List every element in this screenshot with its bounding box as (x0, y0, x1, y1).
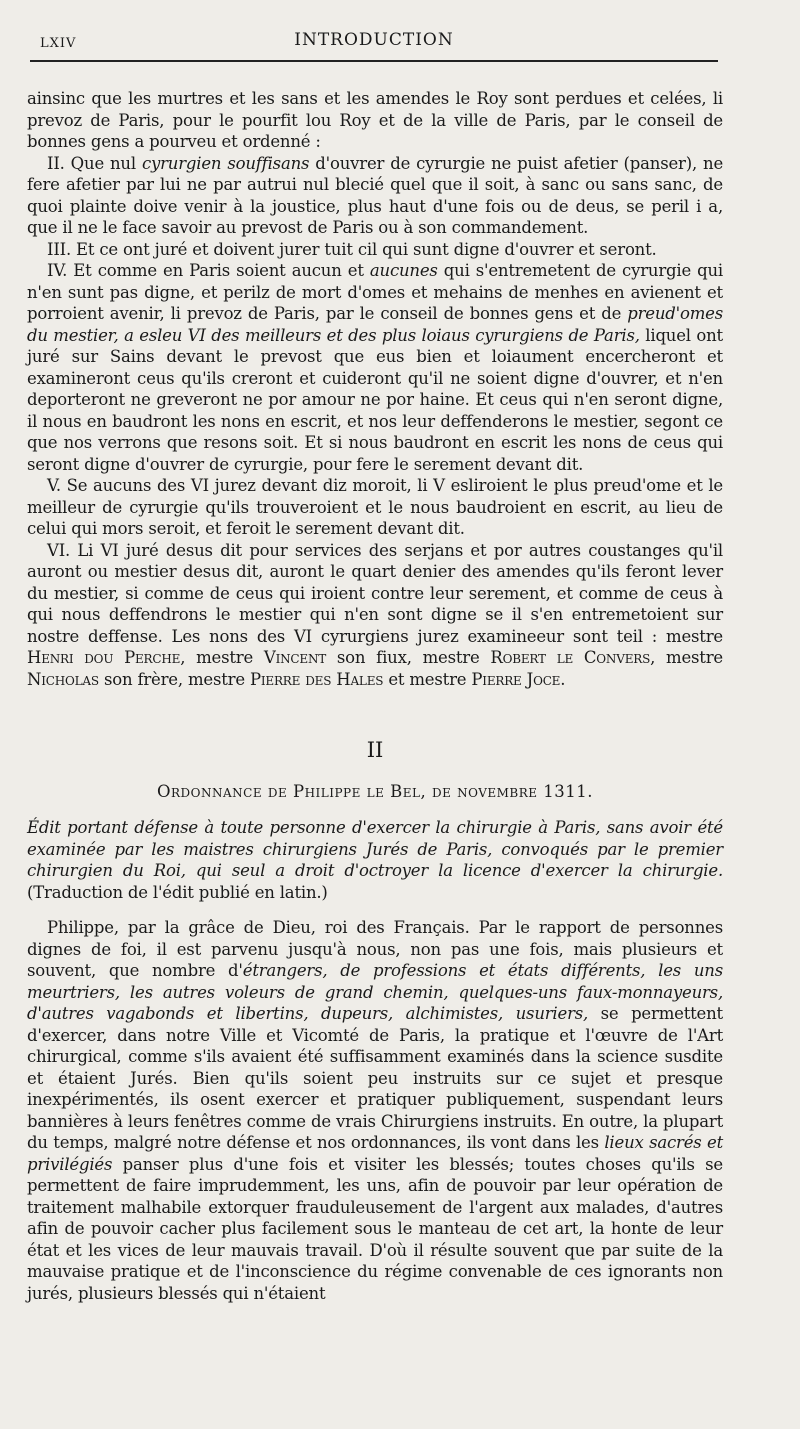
page-header (30, 24, 718, 62)
article-5: V. Se aucuns des VI jurez devant diz moroit, li V esliroient le plus preud'ome et le meilleur de cyrurgie qu'ils trouveroient et le nous baudroient en escrit, au lieu de celui qui mors seroit, et feroit le serement devant dit. (27, 476, 723, 538)
edict-summary (27, 817, 723, 903)
surgeon-name: Henri dou Perche (27, 648, 181, 667)
text-run: qui s'entremetent de cyrurgie qui n'en sunt pas digne, et perilz de mort d'omes et mehains de menhes en avienent et porroient avenir, li prevoz de Paris, par le conseil de bonnes gens et de (27, 261, 723, 323)
surgeon-name: Vincent (263, 648, 327, 667)
text-run: d'ouvrer de cyrurgie ne puist afetier (panser), ne fere afetier par lui ne par autrui nul blecié quel que il soit, à sanc ou sans sanc, de quoi plainte doive venir à la joustice, plus haut d'une fois ou de deus, se peril i a, que il ne le face savoir au prevost de Paris ou à son commandement. (27, 153, 724, 237)
surgeon-name: Robert le Convers (490, 648, 651, 667)
text-run: liquel ont juré sur Sains devant le prevost que eus bien et loiaument encercheront et examineront ceus qu'ils creront et cuideront qu'il ne soient digne d'ouvrer, et n'en deporteront ne greveront ne por amour ne por haine. Et ceus qui n'en seront digne, il nous en baudront les nons en escrit, et nos leur deffenderons le mestier, segont ce que nos verrons que resons soit. Et si nous baudront en escrit les nons de ceus qui seront digne d'ouvrer de cyrurgie, pour fere le serement devant dit. (27, 325, 723, 474)
text-run: II. Que nul (47, 153, 142, 173)
italic-run: étrangers, de professions et états différents, les uns meurtriers, les autres voleurs de grand chemin, quelques-uns faux-monnayeurs, d'autres vagabonds et libertins, dupeurs, alchimistes, usuriers, (27, 961, 723, 1023)
text-run: panser plus d'une fois et visiter les blessés; toutes choses qu'ils se permettent de faire imprudemment, les uns, afin de pouvoir par leur opération de traitement malhabile extorquer frauduleusement de l'argent aux malades, d'autres afin de pouvoir cacher plus facilement sous le manteau de cet art, la honte de leur état et les vices de leur mauvais travail. D'où il résulte souvent que par suite de la mauvaise pratique et de l'inconscience du régime convenable de ces ignorants non jurés, plusieurs blessés qui n'étaient (27, 1154, 723, 1303)
text-run: Philippe, par la grâce de Dieu, roi des Français. Par le rapport de personnes dignes de foi, il est parvenu jusqu'à nous, non pas une fois, mais plusieurs et souvent, que nombre d' (27, 918, 723, 980)
text-run: son frère, mestre (98, 669, 250, 689)
surgeon-name: Pierre Joce (471, 669, 561, 689)
text-run: VI. Li VI juré desus dit pour services des serjans et por autres coustanges qu'il auront ou mestier desus dit, auront le quart denier des amendes qu'ils feront lever du mestier, si comme de ceus qui iroient contre leur serement, et comme de ceus à qui nous deffendrons le mestier qui n'en sont digne se il s'en entremetoient sur nostre deffense. Les nons des VI cyrurgiens jurez examineeur sont teil : mestre (27, 540, 723, 646)
running-title: INTRODUCTION (294, 30, 454, 50)
title-run: Ordonnance de Philippe le Bel, de novembre (156, 782, 544, 801)
text-run: , mestre (180, 648, 264, 667)
surgeon-name: Pierre des Hales (249, 669, 384, 689)
article-6 (27, 540, 723, 691)
text-run: . (560, 669, 566, 689)
edict-text (27, 917, 723, 1304)
ordonnance-title (27, 782, 723, 801)
article-2 (27, 153, 723, 239)
continuation-paragraph: ainsinc que les murtres et les sans et les amendes le Roy sont perdues et celées, li prevoz de Paris, pour le pourfit lou Roy et de la ville de Paris, par le conseil de bonnes gens a pourveu et ordenné : (27, 89, 723, 151)
italic-run: lieux sacrés et privilégiés (27, 1133, 723, 1174)
italic-run: preud'omes du mestier, a esleu VI des meilleurs et des plus loiaus cyrurgiens de Paris, (27, 304, 723, 345)
surgeon-name: Nicholas (27, 669, 99, 689)
article-4 (27, 260, 723, 475)
text-run: se permettent d'exercer, dans notre Ville et Vicomté de Paris, la pratique et l'œuvre de l'Art chirurgical, comme s'ils avaient été suffisamment examinés dans la science susdite et étaient Jurés. Bien qu'ils soient peu instruits sur ce sujet et presque inexpérimentés, ils osent exercer et pratiquer publiquement, suspendant leurs bannières à leurs fenêtres comme de vrais Chirurgiens instruits. En outre, la plupart du temps, malgré notre défense et nos ordonnances, ils vont dans les (27, 1004, 723, 1152)
summary-italic: Édit portant défense à toute personne d'exercer la chirurgie à Paris, sans avoir été examinée par les maistres chirurgiens Jurés de Paris, convoqués par le premier chirurgien du Roi, qui seul a droit d'octroyer la licence d'exercer la chirurgie. (27, 818, 723, 880)
article-3: III. Et ce ont juré et doivent jurer tuit cil qui sunt digne d'ouvrer et seront. (47, 239, 657, 259)
text-run: IV. Et comme en Paris soient aucun et (47, 261, 370, 280)
summary-note: (Traduction de l'édit publié en latin.) (27, 882, 328, 902)
title-year: 1311. (543, 782, 594, 801)
main-text (27, 88, 723, 1304)
page-number: LXIV (40, 36, 77, 51)
italic-run: cyrurgien souffisans (141, 153, 310, 173)
text-run: et mestre (383, 669, 472, 689)
italic-run: aucunes (369, 261, 438, 280)
text-run: , mestre (650, 648, 723, 667)
section-number: II (366, 738, 384, 762)
text-run: son fiux, mestre (326, 648, 491, 667)
